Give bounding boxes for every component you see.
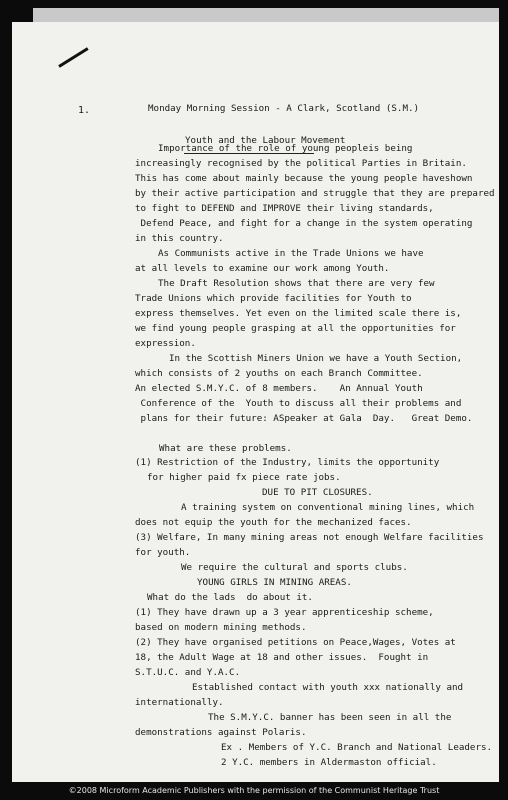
text-line: plans for their future: ASpeaker at Gala Day. Great Demo. [135, 413, 473, 424]
text-line: Established contact with youth xxx nationally and [192, 682, 464, 693]
text-line: (1) They have drawn up a 3 year apprenticeship scheme, [135, 607, 434, 618]
text-line: We require the cultural and sports clubs. [181, 562, 408, 573]
text-line: for higher paid fx piece rate jobs. [147, 472, 341, 483]
text-line: The Draft Resolution shows that there are very few [158, 278, 435, 289]
text-line: in this country. [135, 233, 224, 244]
text-line: at all levels to examine our work among Youth. [135, 263, 390, 274]
text-line: for youth. [135, 547, 191, 558]
text-line: 2 Y.C. members in Aldermaston official. [221, 757, 437, 768]
text-line: This has come about mainly because the young people haveshown [135, 173, 473, 184]
text-line: Defend Peace, and fight for a change in the system operating [135, 218, 473, 229]
text-line: (3) Welfare, In many mining areas not enough Welfare facilities [135, 532, 484, 543]
text-line: does not equip the youth for the mechanized faces. [135, 517, 412, 528]
text-line: Importance of the role of young peopleis being [158, 143, 413, 154]
text-line: YOUNG GIRLS IN MINING AREAS. [197, 577, 352, 588]
text-line: Conference of the Youth to discuss all their problems and [135, 398, 462, 409]
text-line: 18, the Adult Wage at 18 and other issues. Fought in [135, 652, 429, 663]
document-title: Youth and the Labour Movement [185, 135, 346, 146]
text-line: An elected S.M.Y.C. of 8 members. An Annual Youth [135, 383, 423, 394]
text-line: A training system on conventional mining lines, which [181, 502, 475, 513]
text-line: which consists of 2 youths on each Branch Committee. [135, 368, 423, 379]
text-line: (2) They have organised petitions on Peace,Wages, Votes at [135, 637, 456, 648]
text-line: internationally. [135, 697, 224, 708]
page-number: 1. [78, 105, 91, 116]
pen-mark [58, 47, 88, 68]
text-line: What are these problems. [159, 443, 292, 454]
text-line: expression. [135, 338, 196, 349]
text-line: to fight to DEFEND and IMPROVE their living standards, [135, 203, 434, 214]
text-line: S.T.U.C. and Y.A.C. [135, 667, 241, 678]
text-line: DUE TO PIT CLOSURES. [262, 487, 373, 498]
text-line: based on modern mining methods. [135, 622, 307, 633]
text-line: The S.M.Y.C. banner has been seen in all the [208, 712, 452, 723]
text-line: express themselves. Yet even on the limited scale there is, [135, 308, 462, 319]
text-line: by their active participation and struggle that they are prepared [135, 188, 495, 199]
text-line: Trade Unions which provide facilities for Youth to [135, 293, 412, 304]
text-line: As Communists active in the Trade Unions we have [158, 248, 424, 259]
text-line: (1) Restriction of the Industry, limits the opportunity [135, 457, 440, 468]
text-line: we find young people grasping at all the opportunities for [135, 323, 456, 334]
copyright-footer: ©2008 Microform Academic Publishers with the permission of the Communist Heritage Trust [68, 786, 440, 795]
text-line: In the Scottish Miners Union we have a Youth Section, [169, 353, 463, 364]
text-line: demonstrations against Polaris. [135, 727, 307, 738]
text-line: Ex . Members of Y.C. Branch and National Leaders. [221, 742, 493, 753]
text-line: increasingly recognised by the political Parties in Britain. [135, 158, 467, 169]
document-page [12, 22, 499, 782]
session-header: Monday Morning Session - A Clark, Scotland (S.M.) [148, 103, 420, 114]
text-line: What do the lads do about it. [147, 592, 313, 603]
